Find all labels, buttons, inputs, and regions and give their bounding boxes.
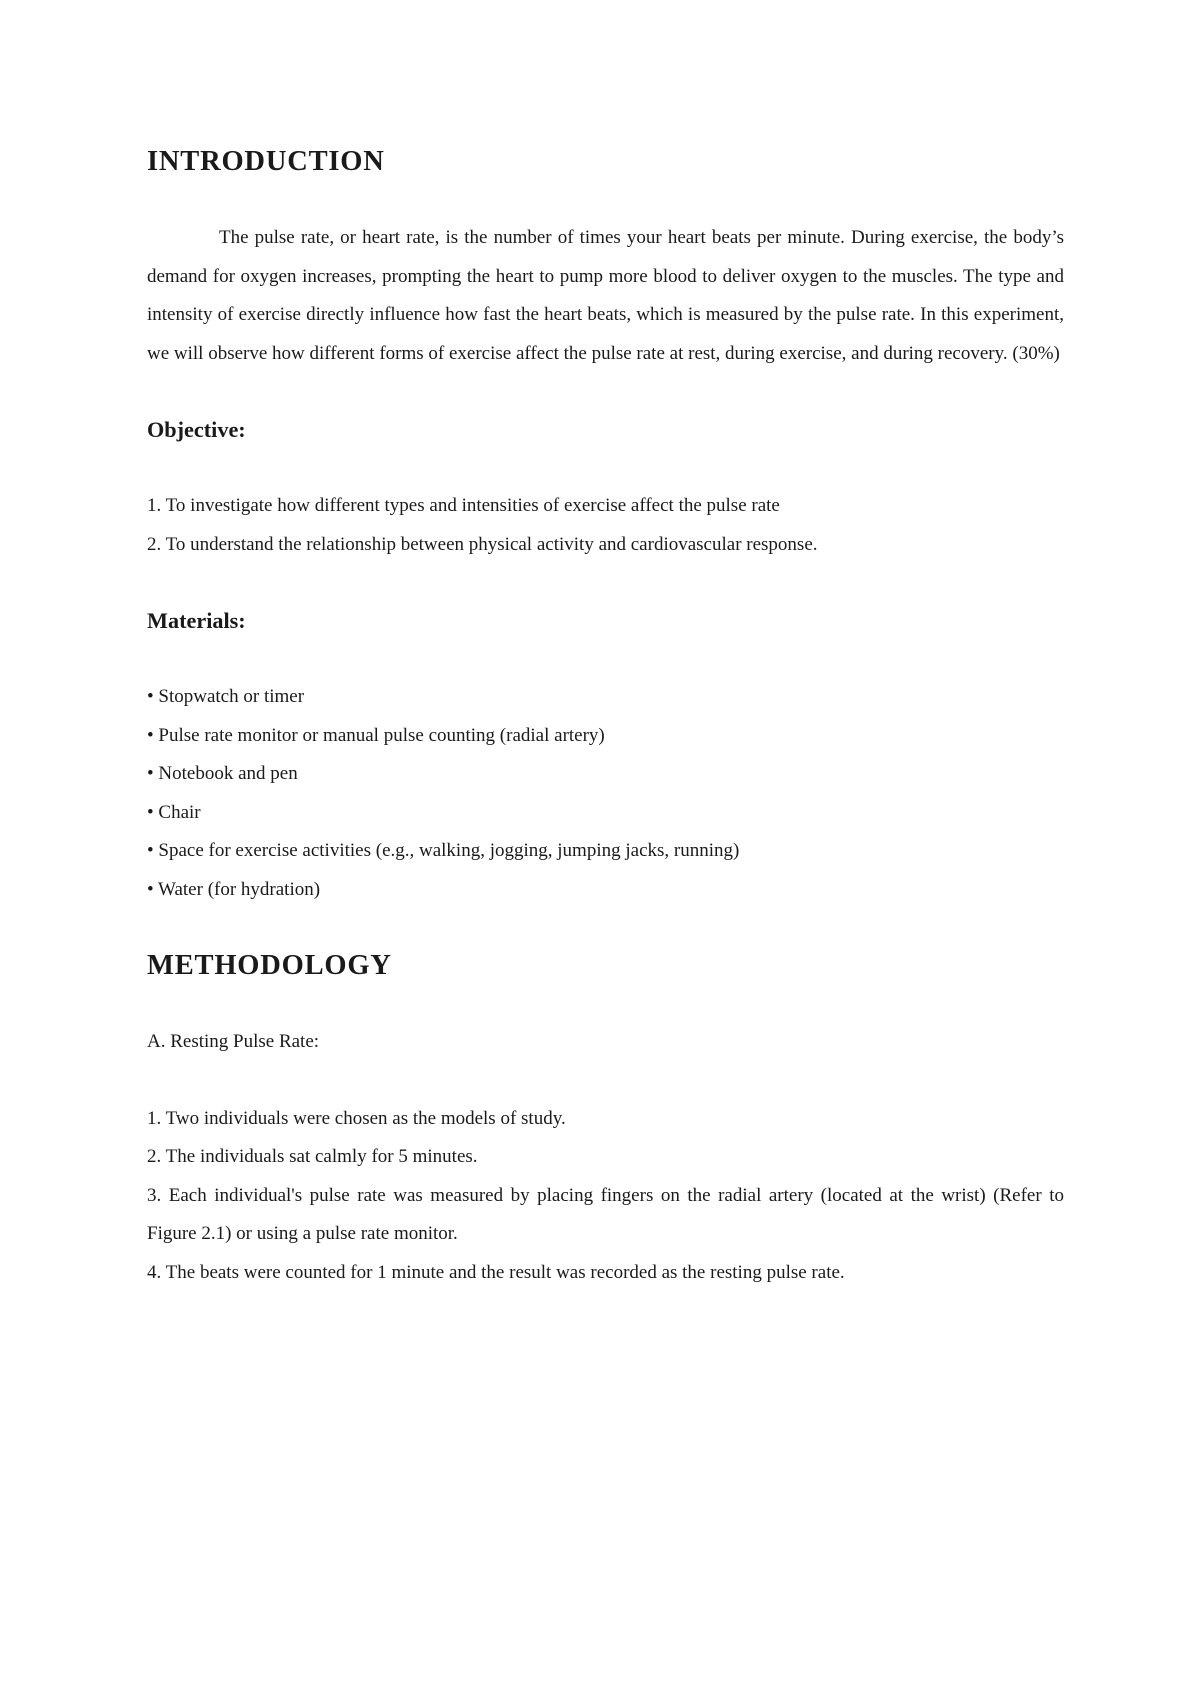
spacer	[147, 564, 1064, 602]
material-item: • Notebook and pen	[147, 763, 298, 784]
spacer	[147, 640, 1064, 678]
materials-heading: Materials:	[147, 608, 246, 633]
methodology-subheading: A. Resting Pulse Rate:	[147, 1031, 320, 1052]
spacer	[147, 449, 1064, 487]
objective-heading: Objective:	[147, 417, 246, 442]
objective-list	[147, 487, 1064, 564]
methodology-step: 4. The beats were counted for 1 minute and the result was recorded as the resting pulse rate.	[147, 1261, 845, 1283]
introduction-paragraph	[147, 219, 1064, 373]
objective-item: 1. To investigate how different types and intensities of exercise affect the pulse rate	[147, 495, 780, 516]
methodology-step: 1. Two individuals were chosen as the models of study.	[147, 1107, 566, 1129]
materials-list	[147, 678, 1064, 909]
methodology-step: 3. Each individual's pulse rate was measured by placing fingers on the radial artery (located at the wrist) (Refer to Figure 2.1) or using a pulse rate monitor.	[147, 1184, 1064, 1244]
material-item: • Space for exercise activities (e.g., walking, jogging, jumping jacks, running)	[147, 840, 740, 861]
methodology-steps	[147, 1100, 1064, 1293]
spacer	[147, 373, 1064, 411]
material-item: • Chair	[147, 801, 201, 823]
introduction-text: The pulse rate, or heart rate, is the number of times your heart beats per minute. During exercise, the body’s demand for oxygen increases, prompting the heart to pump more blood to deliver oxygen to the muscles. The type and intensity of exercise directly influence how fast the heart beats, which is measured by the pulse rate. In this experiment, we will observe how different forms of exercise affect the pulse rate at rest, during exercise, and during recovery. (30%)	[147, 227, 1064, 364]
objective-item: 2. To understand the relationship between physical activity and cardiovascular response.	[147, 533, 818, 555]
methodology-step: 2. The individuals sat calmly for 5 minutes.	[147, 1146, 478, 1167]
spacer	[147, 909, 1064, 947]
document-content	[147, 143, 1064, 1292]
material-item: • Stopwatch or timer	[147, 686, 305, 707]
introduction-heading: INTRODUCTION	[147, 146, 385, 177]
material-item: • Pulse rate monitor or manual pulse counting (radial artery)	[147, 724, 605, 746]
spacer	[147, 985, 1064, 1023]
methodology-heading: METHODOLOGY	[147, 950, 392, 981]
material-item: • Water (for hydration)	[147, 878, 321, 900]
spacer	[147, 181, 1064, 219]
spacer	[147, 1062, 1064, 1100]
